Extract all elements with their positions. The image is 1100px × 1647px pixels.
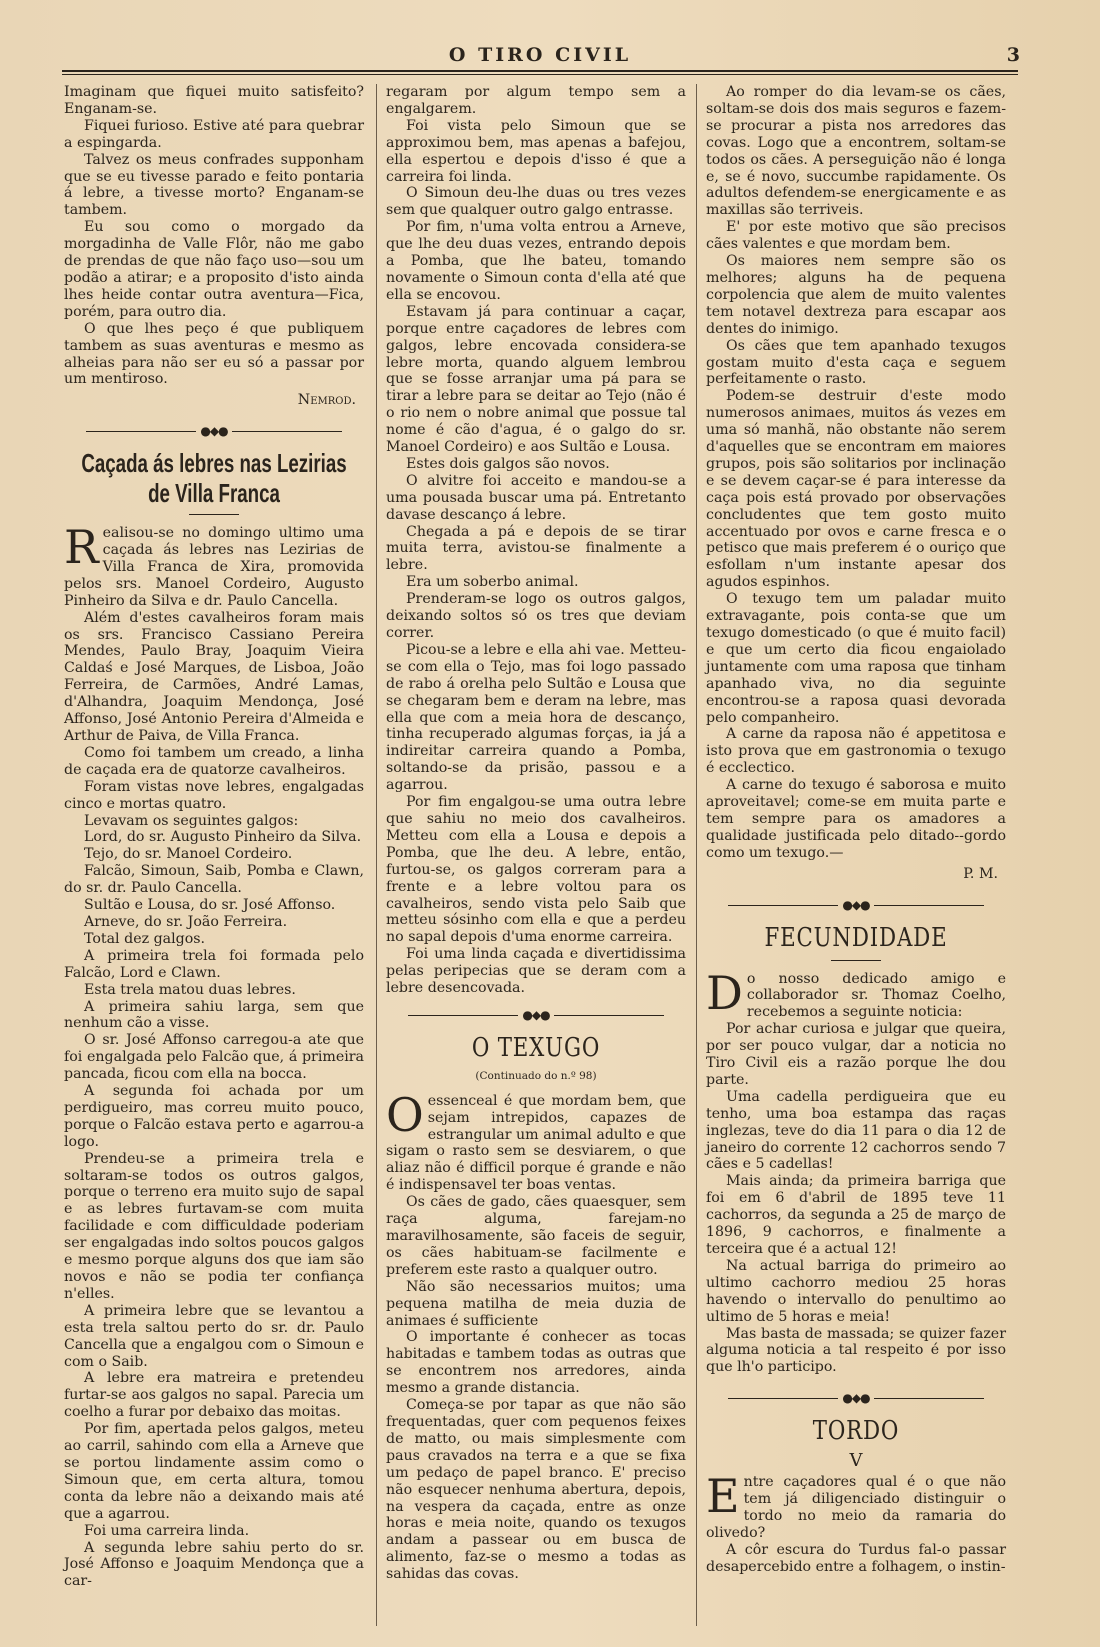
paragraph: A primeira sahiu larga, sem que nenhum cão a visse.: [64, 998, 364, 1032]
paragraph: A segunda foi achada por um perdigueiro, mas correu muito pouco, porque o Falcão estava perto e agarrou-a logo.: [64, 1083, 364, 1150]
lead-text: essenceal é que mordam bem, que sejam intrepidos, capazes de estrangular um animal adulto e que sigam o rasto sem se desviarem, o que aliaz não é difficil porque é grande e não é indispensavel ter boas ventas.: [386, 1092, 686, 1194]
paragraph: Foram vistas nove lebres, engalgadas cinco e mortas quatro.: [64, 778, 364, 812]
continued-note: (Continuado do n.º 98): [475, 1069, 597, 1082]
paragraph: O texugo tem um paladar muito extravagante, pois conta-se que um texugo domesticado (o que é muito facil) e que um certo dia ficou engaiolado juntamente com uma raposa que tinham apanhado viva, no dia seguinte encontrou-se a raposa quasi devorada pelo companheiro.: [706, 591, 1006, 726]
article-body: [706, 1542, 1006, 1576]
ornament-divider: ●◆●: [706, 897, 1006, 914]
paragraph: Foi uma carreira linda.: [84, 1522, 250, 1539]
article-body: [64, 610, 364, 1591]
paragraph: Sultão e Lousa, do sr. José Affonso.: [84, 897, 336, 914]
article-body: [386, 1194, 686, 1583]
paragraph: Como foi tambem um creado, a linha de caçada era de quatorze cavalheiros.: [64, 744, 364, 778]
paragraph: Era um soberbo animal.: [406, 574, 579, 591]
lead-text: ealisou-se no domingo ultimo uma caçada ás lebres nas Lezirias de Villa Franca de Xira, promovida pelos srs. Manoel Cordeiro, Augusto Pinheiro da Silva e dr. Paulo Cancella.: [64, 525, 364, 609]
ornament-divider: ●◆●: [706, 1390, 1006, 1407]
paragraph: Mas basta de massada; se quizer fazer alguma noticia a tal respeito é por isso que lh'o participo.: [706, 1325, 1006, 1376]
paragraph: Picou-se a lebre e ella ahi vae. Metteu-se com ella o Tejo, mas foi logo passado de rabo á orelha pelo Sultão e Lousa que se chegaram bem e deram na lebre, mas ella que com a meia hora de descanço, tinha recuperado algumas forças, ia já a indireitar carreira quando a Pomba, soltando-se da prisão, passou e a agarrou.: [386, 641, 686, 794]
drop-cap: E: [706, 1469, 740, 1524]
ornament-divider: ●◆●: [64, 423, 364, 440]
paragraph: Mais ainda; da primeira barriga que foi em 6 d'abril de 1895 teve 11 cachorros, da segunda a 25 de março de 1896, 9 cachorros, e finalmente a terceira que é a actual 12!: [706, 1173, 1006, 1257]
paragraph: O alvitre foi acceito e mandou-se a uma pousada buscar uma pá. Entretanto davase descanço á lebre.: [386, 472, 686, 523]
paragraph: Imaginam que fiquei muito satisfeito? Enganam-se.: [64, 84, 364, 117]
article-title: FECUNDIDADE: [764, 922, 948, 953]
drop-cap: R: [64, 520, 99, 575]
paragraph: Estavam já para continuar a caçar, porque entre caçadores de lebres com galgos, lebre encovada considera-se lebre morta, quando alguem lembrou que se fosse arranjar uma pá para se tirar a lebre para se deitar ao Tejo (não é o rio nem o nobre animal que possue tal nome é cão d'agua, é o galgo do sr. Manoel Cordeiro) e aos Sultão e Lousa.: [386, 303, 686, 456]
short-rule: [189, 514, 239, 515]
paragraph: Talvez os meus confrades supponham que se eu tivesse parado e feito pontaria á lebre, a tivesse morto? Enganam-se tambem.: [64, 151, 364, 219]
newspaper-title: O TIRO CIVIL: [448, 44, 632, 66]
paragraph: O Simoun deu-lhe duas ou tres vezes sem que qualquer outro galgo entrasse.: [386, 185, 686, 219]
column-3: [706, 84, 1006, 1576]
paragraph: Os maiores nem sempre são os melhores; alguns ha de pequena corpolencia que alem de muito valentes tem notavel dextreza para escapar aos dentes do inimigo.: [706, 253, 1006, 337]
paragraph: Falcão, Simoun, Saib, Pomba e Clawn, do sr. dr. Paulo Cancella.: [64, 863, 364, 897]
paragraph: Fiquei furioso. Estive até para quebrar a espingarda.: [64, 117, 364, 151]
header-rule: [62, 70, 1018, 75]
article-continuation: [386, 84, 686, 997]
paragraph: O sr. José Affonso carregou-a ate que foi engalgada pelo Falcão que, á primeira pancada, ficou com ella na bocca.: [64, 1032, 364, 1083]
paragraph: Esta trela matou duas lebres.: [84, 981, 296, 998]
lead-text: ntre caçadores qual é o que não tem já diligenciado distinguir o tordo no meio da ramaria do olivedo?: [706, 1474, 1006, 1541]
paragraph: Prenderam-se logo os outros galgos, deixando soltos só os tres que deviam correr.: [386, 591, 686, 641]
paragraph: A carne da raposa não é appetitosa e isto prova que em gastronomia o texugo é ecclectico.: [706, 726, 1006, 777]
short-rule: [831, 960, 881, 961]
article-lead: [386, 1087, 686, 1194]
paragraph: Os cães que tem apanhado texugos gostam muito d'esta caça e seguem perfeitamente o rasto.: [706, 337, 1006, 388]
signature: Nemrod.: [297, 392, 356, 409]
paragraph: Foi uma linda caçada e divertidissima pelas peripecias que se deram com a lebre desencovada.: [386, 946, 686, 997]
paragraph: A carne do texugo é saborosa e muito aproveitavel; come-se em muita parte e tem sempre para os amadores a qualidade justificada pelo ditado--gordo como um texugo.—: [706, 777, 1006, 861]
paragraph: A côr escura do Turdus fal-o passar desapercebido entre a folhagem, o instin-: [706, 1541, 1006, 1575]
paragraph: A segunda lebre sahiu perto do sr. José Affonso e Joaquim Mendonça que a car-: [64, 1539, 364, 1590]
intro-text: [64, 84, 364, 388]
section-number: V: [849, 1450, 863, 1472]
paragraph: Arneve, do sr. João Ferreira.: [84, 913, 288, 930]
column-1: [64, 84, 364, 1590]
paragraph: Tejo, do sr. Manoel Cordeiro.: [84, 846, 293, 863]
ornament-divider: ●◆●: [386, 1007, 686, 1024]
drop-cap: O: [386, 1087, 424, 1142]
paragraph: regaram por algum tempo sem a engalgarem.: [386, 84, 686, 117]
article-lead: [64, 520, 364, 610]
paragraph: Lord, do sr. Augusto Pinheiro da Silva.: [84, 829, 362, 846]
paragraph: E' por este motivo que são precisos cães valentes e que mordam bem.: [706, 219, 1006, 253]
paragraph: Na actual barriga do primeiro ao ultimo cachorro mediou 25 horas havendo o intervallo do penultimo ao ultimo de 5 horas e meia!: [706, 1257, 1006, 1325]
paragraph: Chegada a pá e depois de se tirar muita terra, avistou-se finalmente a lebre.: [386, 523, 686, 574]
article-body: [706, 1021, 1006, 1376]
paragraph: Estes dois galgos são novos.: [406, 455, 610, 472]
paragraph: Não são necessarios muitos; uma pequena matilha de meia duzia de animaes é sufficiente: [386, 1278, 686, 1329]
paragraph: Uma cadella perdigueira que eu tenho, uma boa estampa das raças inglezas, teve do dia 11 para o dia 12 de janeiro do corrente 12 cachorros sendo 7 cães e 5 cadellas!: [706, 1088, 1006, 1173]
column-2: [386, 84, 686, 1583]
paragraph: Além d'estes cavalheiros foram mais os srs. Francisco Cassiano Pereira Mendes, Paulo Bray, Joaquim Vieira Caldaś e José Marques, de Lisboa, João Ferreira, de Carmões, André Lamas, d'Alhandra, Joaquim Mendonça, José Affonso, José Antonio Pereira d'Almeida e Arthur de Paiva, de Villa Franca.: [64, 609, 364, 744]
paragraph: O importante é conhecer as tocas habitadas e tambem todas as outras que se encontrem nos arredores, ainda mesmo a grande distancia.: [386, 1329, 686, 1397]
paragraph: A lebre era matreira e pretendeu furtar-se aos galgos no sapal. Parecia um coelho a furar por debaixo das moitas.: [64, 1370, 364, 1421]
paragraph: Por fim, n'uma volta entrou a Arneve, que lhe deu duas vezes, entrando depois a Pomba, que lhe bateu, tomando novamente o Simoun conta d'ella até que ella se encovou.: [386, 219, 686, 303]
article-lead: [706, 1469, 1006, 1542]
paragraph: Começa-se por tapar as que não são frequentadas, quer com pequenos feixes de matto, ou mais simplesmente com paus cravados na terra e a que se fixa um pedaço de papel branco. E' preciso não esquecer nenhuma abertura, depois, na vespera da caçada, entre as onze horas e meia noite, quando os texugos andam a passear ou em busca de alimento, faz-se o mesmo a todas as sahidas das covas.: [386, 1397, 686, 1583]
paragraph: Prendeu-se a primeira trela e soltaram-se todos os outros galgos, porque o terreno era muito sujo de sapal e as lebres furtavam-se com muita facilidade e com difficuldade poderiam ser engalgadas indo soltos poucos galgos e mesmo porque alguns dos que iam são novos e não se podia ter confiança n'elles.: [64, 1150, 364, 1302]
article-title: O TEXUGO: [471, 1032, 601, 1063]
paragraph: Por fim engalgou-se uma outra lebre que sahiu no meio dos cavalheiros. Metteu com ella a Lousa e depois a Pomba, que lhe deu. A lebre, então, furtou-se, os galgos correram para a frente e a lebre voltou para os cavalheiros, sendo vista pelo Saib que metteu sósinho com ella e que a perdeu no sapal depois d'uma enorme carreira.: [386, 794, 686, 946]
column-divider: [376, 84, 377, 1626]
lead-text: o nosso dedicado amigo e collaborador sr. Thomaz Coelho, recebemos a seguinte noticia:: [746, 970, 1006, 1021]
article-continuation: [706, 84, 1006, 862]
article-lead: [706, 965, 1006, 1022]
paragraph: A primeira trela foi formada pelo Falcão, Lord e Clawn.: [64, 947, 364, 981]
paragraph: Ao romper do dia levam-se os cães, soltam-se dois dos mais seguros e fazem-se procurar a pista nos arredores das covas. Logo que a encontrem, soltam-se todos os cães. A perseguição não é longa e, se é novo, succumbe rapidamente. Os adultos defendem-se energicamente e as maxillas são terriveis.: [706, 84, 1006, 219]
paragraph: Levavam os seguintes galgos:: [84, 812, 299, 829]
paragraph: Por fim, apertada pelos galgos, meteu ao carril, sahindo com ella a Arneve que se portou lindamente assim como o Simoun que, em certa altura, tomou conta da lebre não a deixando mais até que a agarrou.: [64, 1421, 364, 1522]
paragraph: Podem-se destruir d'este modo numerosos animaes, muitos ás vezes em uma só manhã, não obstante não serem d'aquelles que se encontram em maiores grupos, pois são solitarios por inclinação e se devem caçar-se é para interesse da caça pois está provado por observações concludentes que tem gosto muito accentuado por ovos e carne fresca e o petisco que mais preferem é o ouriço que esfollam n'um instante apesar dos agudos espinhos.: [706, 388, 1006, 591]
column-divider: [696, 84, 697, 1626]
article-title: TORDO: [812, 1416, 900, 1447]
page-number: 3: [1006, 44, 1020, 66]
paragraph: A primeira lebre que se levantou a esta trela saltou perto do sr. dr. Paulo Cancella que a engalgou com o Simoun e com o Saib.: [64, 1302, 364, 1370]
paragraph: O que lhes peço é que publiquem tambem as suas aventuras e mesmo as alheias para não ser eu só a passar por um mentiroso.: [64, 320, 364, 388]
paragraph: Eu sou como o morgado da morgadinha de Valle Flôr, não me gabo de prendas de que não faço uso—sou um podão a atirar; e a proposito d'isto ainda lhes heide contar outra aventura—Fica, porém, para outro dia.: [64, 219, 364, 320]
paragraph: Os cães de gado, cães quaesquer, sem raça alguma, farejam-no maravilhosamente, são faceis de seguir, os cães habituam-se facilmente e preferem este rasto a qualquer outro.: [386, 1194, 686, 1278]
paragraph: Total dez galgos.: [84, 930, 206, 947]
drop-cap: D: [706, 965, 743, 1020]
paragraph: Foi vista pelo Simoun que se approximou bem, mas apenas a bafejou, ella espertou e depois d'isso é que a carreira foi linda.: [386, 117, 686, 185]
masthead: [60, 44, 1020, 66]
paragraph: Por achar curiosa e julgar que queira, por ser pouco vulgar, dar a noticia no Tiro Civil eis a razão porque lhe dou parte.: [706, 1021, 1006, 1088]
signature: P. M.: [963, 865, 998, 882]
article-title: Caçada ás lebres nas Lezirias de Villa Franca: [81, 448, 347, 509]
